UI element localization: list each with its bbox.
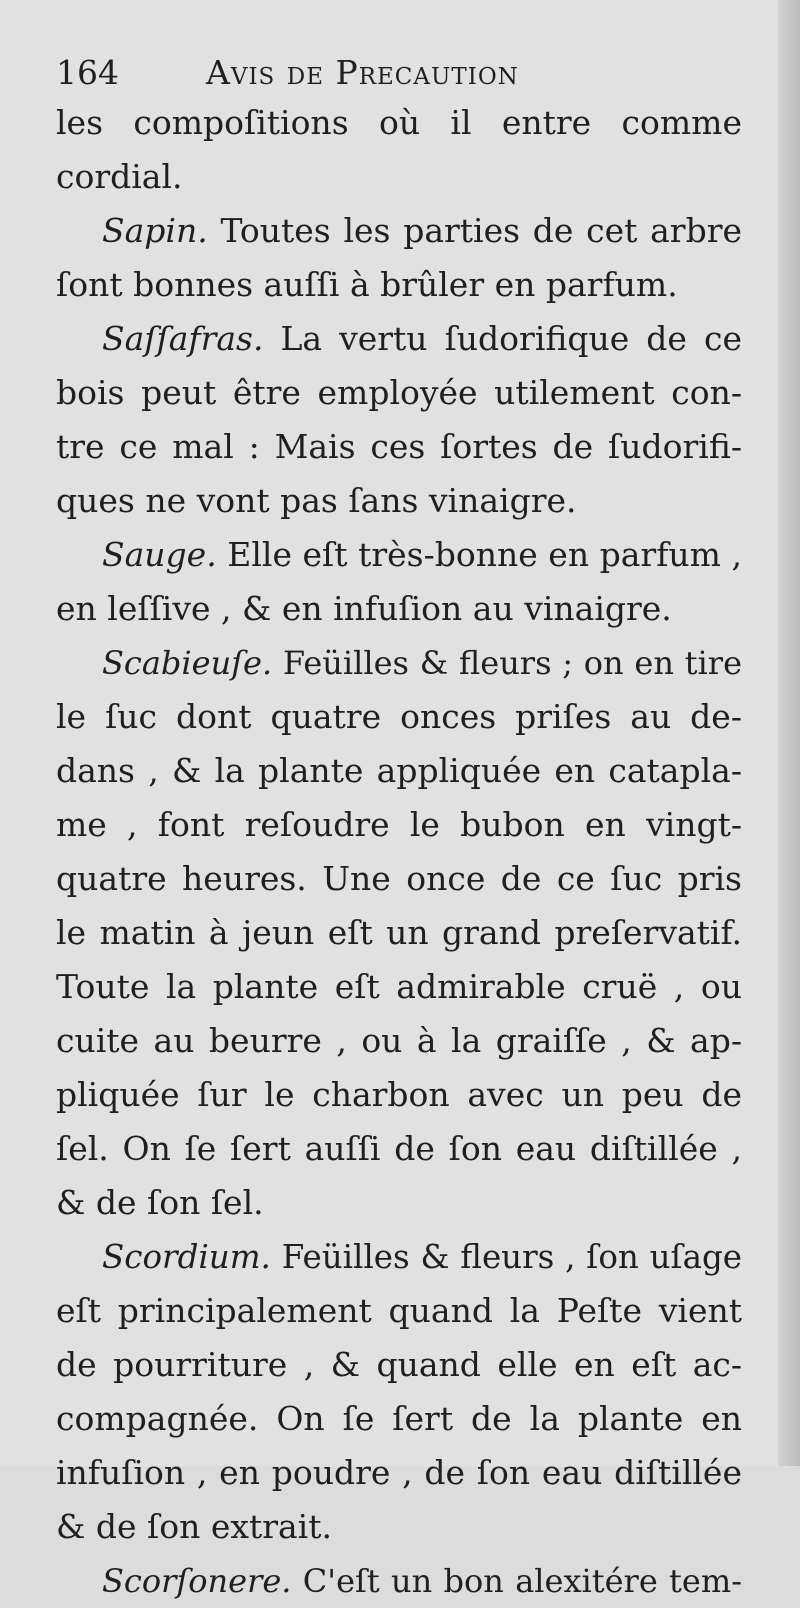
text-line: quatre heures. Une once de ce ſuc pris xyxy=(56,859,742,898)
entry-text: La vertu ſudorifique de ce xyxy=(280,319,742,358)
entry-text: Feüilles & fleurs ; on en tire xyxy=(282,644,743,682)
entry-term: Saſſafras. xyxy=(102,319,264,358)
text-line: & de ſon ſel. xyxy=(56,1183,264,1222)
entry-sapin xyxy=(56,204,742,258)
text-line: en leſſive , & en infuſion au vinaigre. xyxy=(56,589,672,628)
text-line: Toute la plante eſt admirable cruë , ou xyxy=(56,967,742,1006)
entry-sassafras xyxy=(56,312,742,366)
entry-text: Toutes les parties de cet arbre xyxy=(220,211,743,250)
text-line: cuite au beurre , ou à la graiſſe , & ap- xyxy=(56,1021,742,1060)
entry-term: Scordium. xyxy=(102,1238,271,1276)
page-number: 164 xyxy=(56,53,119,92)
entry-scorsonere xyxy=(56,1554,742,1608)
entry-scabieuse xyxy=(56,636,742,690)
entry-text: Elle eſt très-bonne en parfum , xyxy=(227,535,743,574)
page-text xyxy=(56,50,742,1608)
text-line: le ſuc dont quatre onces priſes au de- xyxy=(56,697,742,736)
entry-term: Sapin. xyxy=(102,211,208,250)
entry-text: Feüilles & fleurs , ſon uſage xyxy=(281,1238,743,1276)
running-head xyxy=(56,50,742,96)
entry-sauge xyxy=(56,528,742,582)
text-line: me , font reſoudre le bubon en vingt- xyxy=(56,805,742,844)
entry-term: Scorſonere. xyxy=(102,1562,292,1600)
text-line: infuſion , en poudre , de ſon eau diſtillée xyxy=(56,1453,742,1492)
text-line: cordial. xyxy=(56,157,183,196)
entry-text: C'eſt un bon alexitére tem- xyxy=(302,1562,743,1600)
text-line: ſont bonnes auſſi à brûler en parfum. xyxy=(56,265,678,304)
text-line: le matin à jeun eſt un grand preſervatif. xyxy=(56,913,742,952)
text-line: dans , & la plante appliquée en catapla- xyxy=(56,751,742,790)
text-line: tre ce mal : Mais ces ſortes de ſudorifi- xyxy=(56,427,742,466)
text-line: ſel. On ſe ſert auſſi de ſon eau diſtillée , xyxy=(56,1129,742,1168)
running-head-title: Avis de Precaution xyxy=(206,53,519,92)
text-line: pliquée ſur le charbon avec un peu de xyxy=(56,1075,742,1114)
text-line: de pourriture , & quand elle en eſt ac- xyxy=(56,1345,742,1384)
text-line: eſt principalement quand la Peſte vient xyxy=(56,1291,742,1330)
text-line: les compoſitions où il entre comme xyxy=(56,103,742,142)
text-line: ques ne vont pas ſans vinaigre. xyxy=(56,481,577,520)
page-edge xyxy=(778,0,800,1466)
entry-scordium xyxy=(56,1230,742,1284)
text-line: bois peut être employée utilement con- xyxy=(56,373,742,412)
text-line: compagnée. On ſe ſert de la plante en xyxy=(56,1399,742,1438)
entry-term: Sauge. xyxy=(102,535,217,574)
entry-term: Scabieuſe. xyxy=(102,644,273,682)
text-line: & de ſon extrait. xyxy=(56,1507,332,1546)
